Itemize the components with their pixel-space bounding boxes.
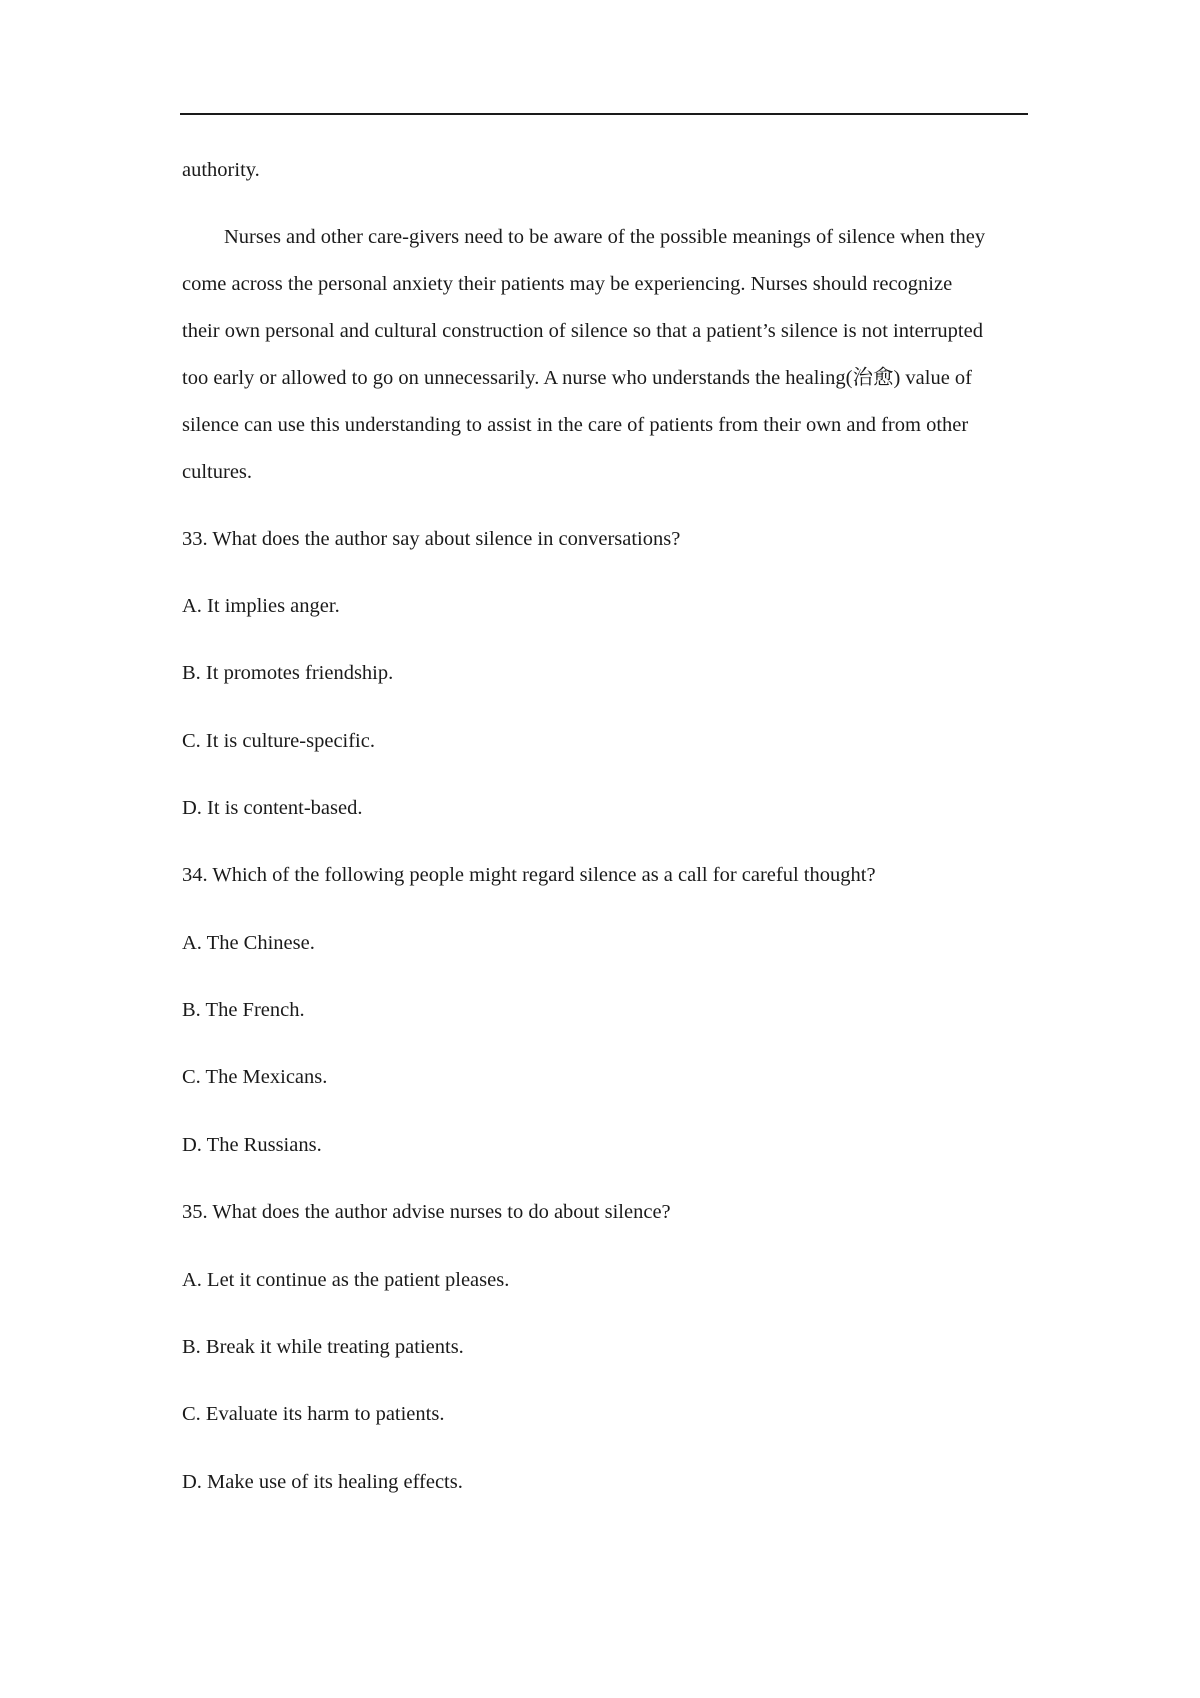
- question-33-option-a: A. It implies anger.: [182, 595, 340, 617]
- question-33-option-d: D. It is content-based.: [182, 797, 363, 819]
- paragraph-line: come across the personal anxiety their patients may be experiencing. Nurses should recognize: [182, 273, 953, 295]
- question-34-option-d: D. The Russians.: [182, 1134, 322, 1156]
- paragraph-line: cultures.: [182, 461, 253, 483]
- question-35-option-a: A. Let it continue as the patient pleases.: [182, 1269, 510, 1291]
- question-35-stem: 35. What does the author advise nurses to do about silence?: [182, 1201, 671, 1223]
- question-33-stem: 33. What does the author say about silence in conversations?: [182, 528, 681, 550]
- question-33-option-b: B. It promotes friendship.: [182, 662, 394, 684]
- passage-continuation: authority.: [182, 159, 260, 181]
- paragraph-line: their own personal and cultural construction of silence so that a patient’s silence is not interrupted: [182, 320, 983, 342]
- question-33-option-c: C. It is culture-specific.: [182, 730, 375, 752]
- question-35-option-b: B. Break it while treating patients.: [182, 1336, 464, 1358]
- question-34-option-b: B. The French.: [182, 999, 305, 1021]
- question-34-option-c: C. The Mexicans.: [182, 1066, 328, 1088]
- paragraph-line: Nurses and other care-givers need to be aware of the possible meanings of silence when they: [224, 226, 986, 248]
- paragraph-line: too early or allowed to go on unnecessarily. A nurse who understands the healing(治愈) value of: [182, 367, 973, 389]
- header-rule: [180, 113, 1028, 115]
- question-35-option-c: C. Evaluate its harm to patients.: [182, 1403, 445, 1425]
- question-34-stem: 34. Which of the following people might regard silence as a call for careful thought?: [182, 864, 876, 886]
- question-35-option-d: D. Make use of its healing effects.: [182, 1471, 463, 1493]
- question-34-option-a: A. The Chinese.: [182, 932, 315, 954]
- paragraph-line: silence can use this understanding to assist in the care of patients from their own and from other: [182, 414, 969, 436]
